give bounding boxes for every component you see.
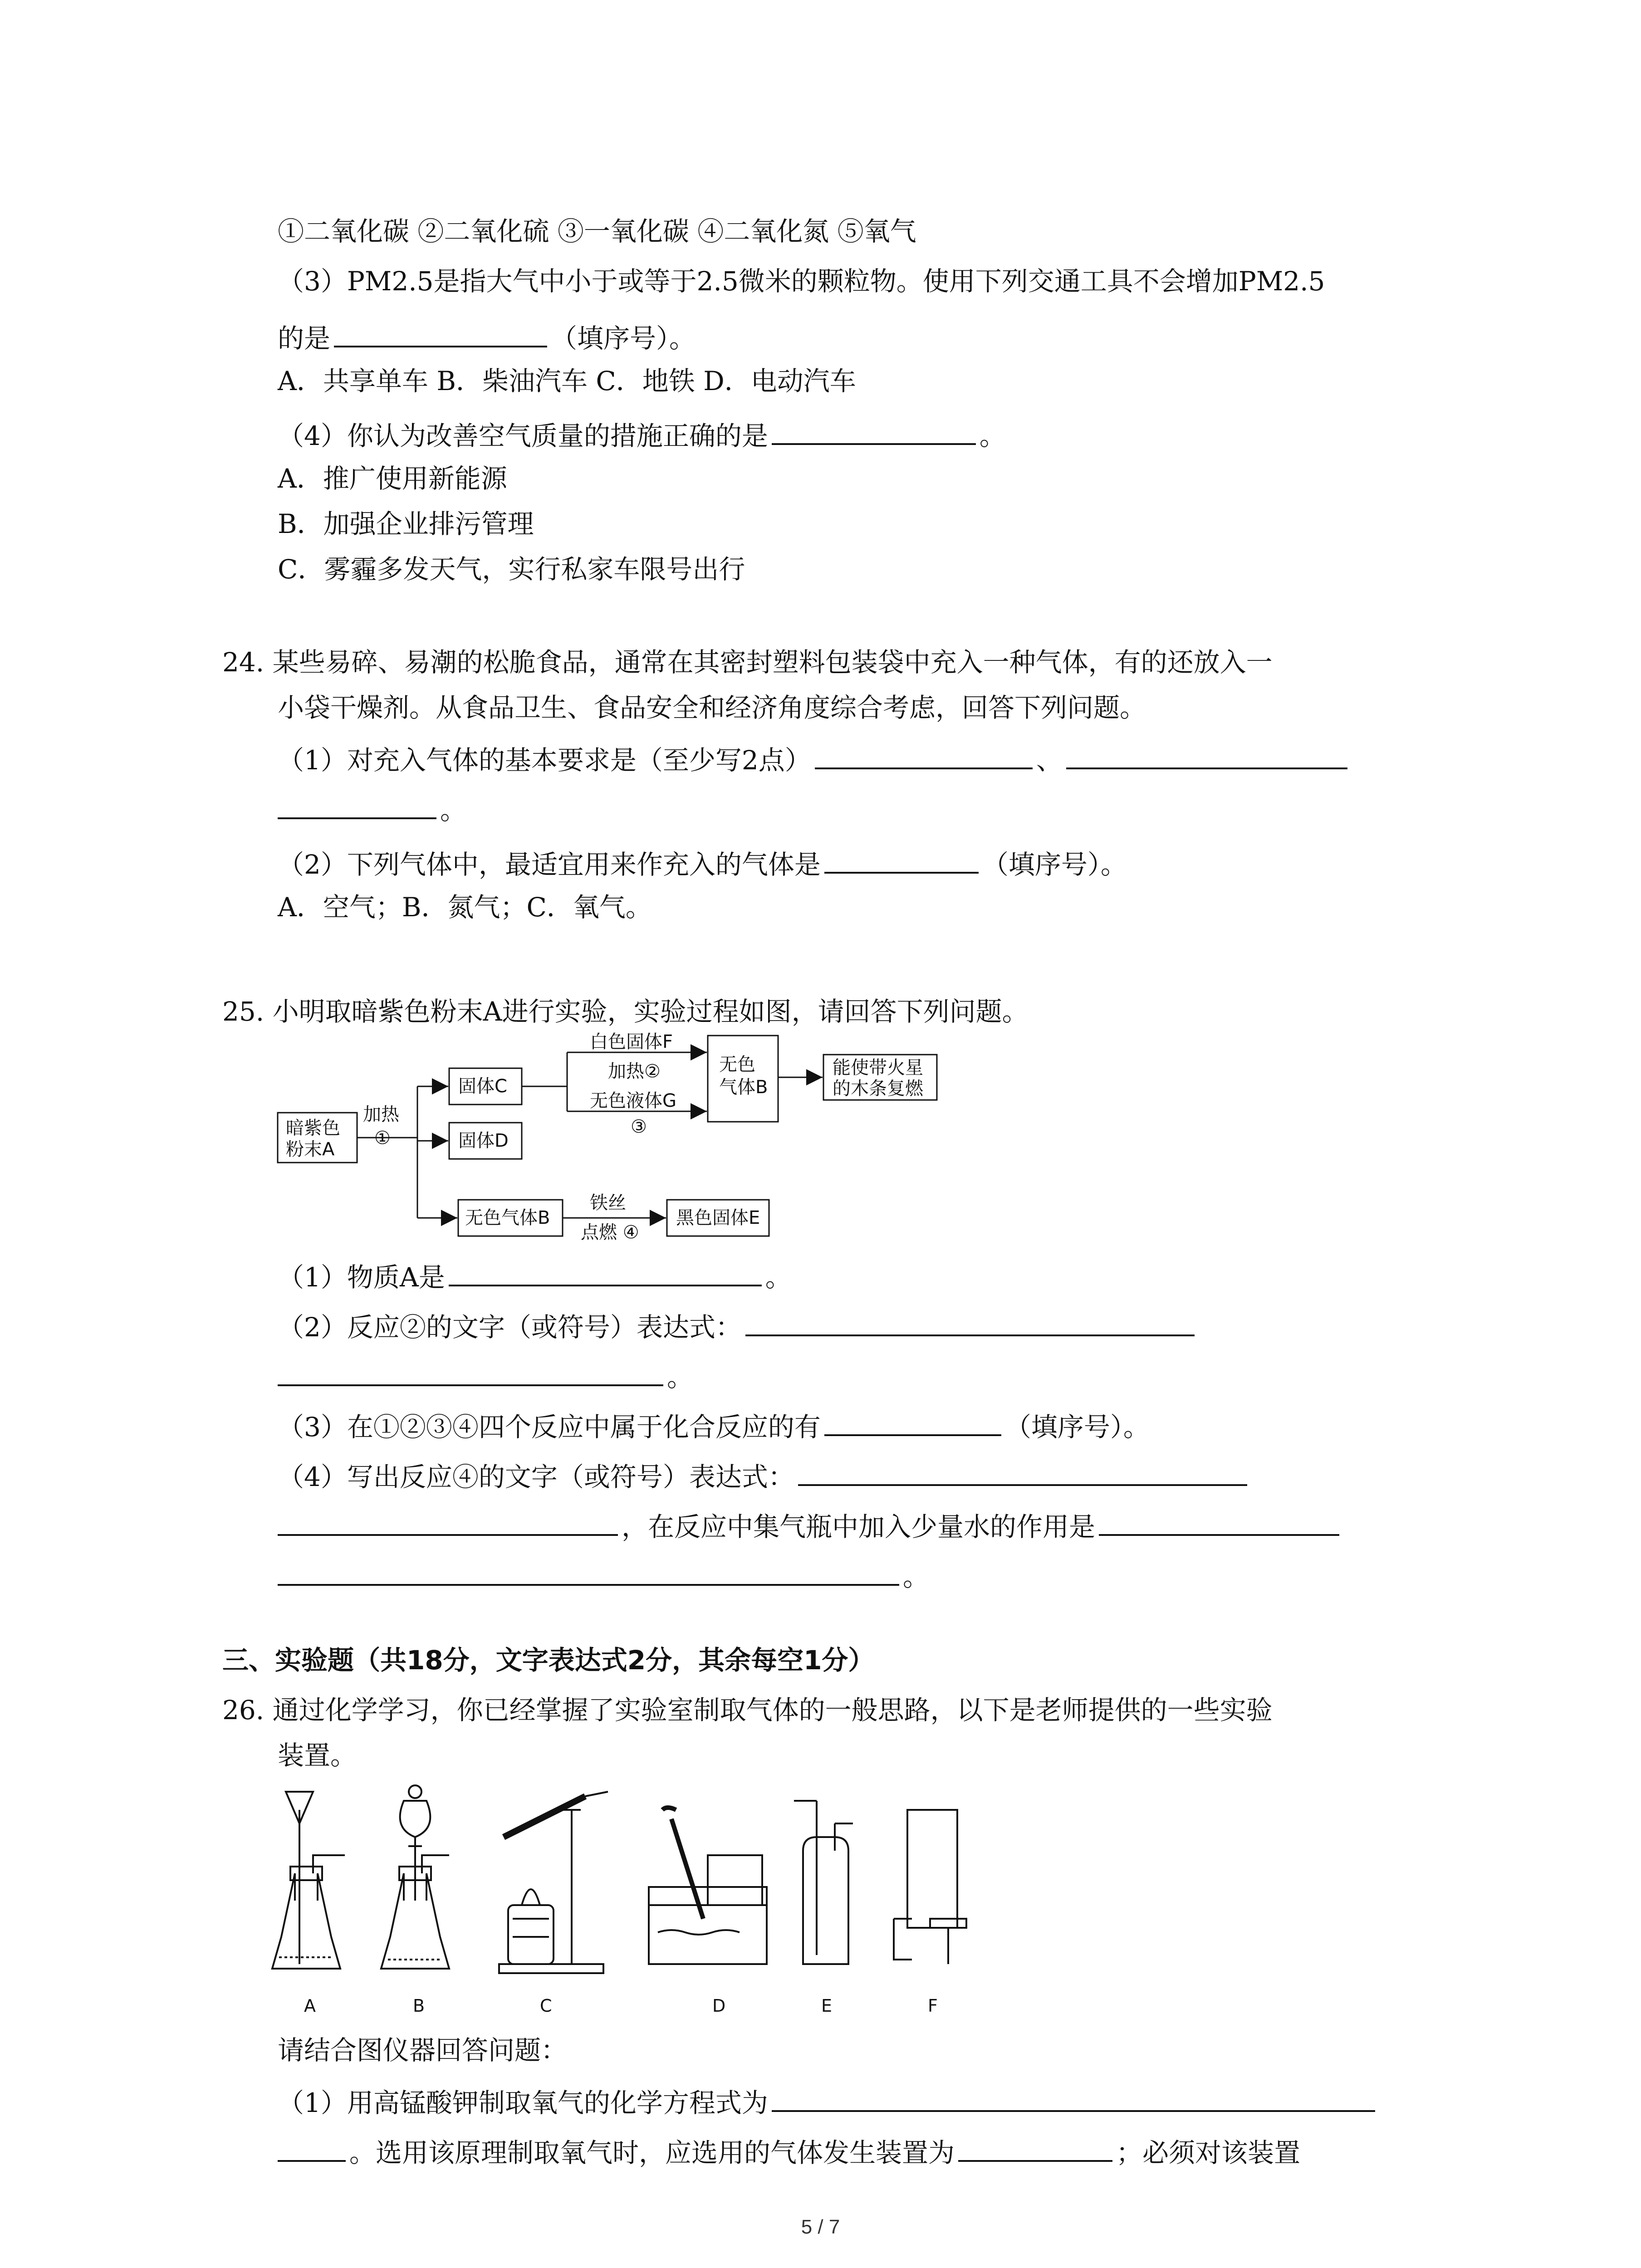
flow-box-b-right-line2: 气体B bbox=[719, 1077, 768, 1098]
q24-part1: （1）对充入气体的基本要求是（至少写2点） 、 bbox=[278, 739, 1351, 778]
page-number: 5 / 7 bbox=[801, 2216, 840, 2238]
q25-part4-end: 。 bbox=[278, 1556, 929, 1595]
q25-part2-continued: 。 bbox=[278, 1356, 693, 1395]
answer-blank[interactable] bbox=[278, 2132, 346, 2162]
answer-blank[interactable] bbox=[278, 1356, 663, 1386]
q23-part3-options: A．共享单车 B．柴油汽车 C．地铁 D．电动汽车 bbox=[278, 366, 856, 396]
apparatus-label-d: D bbox=[712, 1996, 726, 2016]
q24-part2-options: A．空气；B．氮气；C．氧气。 bbox=[278, 892, 652, 923]
answer-blank[interactable] bbox=[798, 1456, 1247, 1486]
q23-options-line: ①二氧化碳 ②二氧化硫 ③一氧化碳 ④二氧化氮 ⑤氧气 bbox=[278, 216, 916, 247]
q25-part2: （2）反应②的文字（或符号）表达式： bbox=[278, 1306, 1198, 1345]
answer-blank[interactable] bbox=[824, 844, 979, 874]
flow-box-a-line2: 粉末A bbox=[286, 1139, 335, 1160]
flow-heat2-label: 加热② bbox=[608, 1061, 661, 1082]
answer-blank[interactable] bbox=[278, 1506, 618, 1536]
apparatus-f-icon bbox=[894, 1810, 966, 1964]
q24-stem-line1: 24. 某些易碎、易潮的松脆食品，通常在其密封塑料包装袋中充入一种气体，有的还放入一 bbox=[222, 647, 1273, 678]
apparatus-d-icon bbox=[649, 1808, 767, 1964]
apparatus-label-f: F bbox=[928, 1996, 938, 2016]
flow-result-line1: 能使带火星 bbox=[833, 1057, 923, 1078]
q23-part3-line2: 的是 （填序号）。 bbox=[278, 318, 696, 357]
q26-part1: （1）用高锰酸钾制取氧气的化学方程式为 bbox=[278, 2082, 1379, 2121]
q23-part4-option-c: C．雾霾多发天气，实行私家车限号出行 bbox=[278, 554, 745, 585]
apparatus-b-icon bbox=[381, 1785, 449, 1969]
answer-blank[interactable] bbox=[1066, 739, 1347, 769]
flow-heat1-number: ① bbox=[374, 1128, 391, 1149]
flow-box-a-line1: 暗紫色 bbox=[286, 1118, 340, 1139]
flow-result-line2: 的木条复燃 bbox=[833, 1078, 923, 1099]
apparatus-label-b: B bbox=[413, 1996, 425, 2016]
answer-blank[interactable] bbox=[772, 2082, 1375, 2112]
flow-ignite-label: 点燃 ④ bbox=[581, 1222, 639, 1243]
flow-box-c: 固体C bbox=[458, 1076, 507, 1097]
q25-part4: （4）写出反应④的文字（或符号）表达式： bbox=[278, 1456, 1251, 1495]
flow-heat1-label: 加热 bbox=[363, 1104, 399, 1125]
q26-stem-line1: 26. 通过化学学习，你已经掌握了实验室制取气体的一般思路，以下是老师提供的一些实验 bbox=[222, 1695, 1273, 1725]
flow-box-b-right-line1: 无色 bbox=[719, 1054, 755, 1075]
answer-blank[interactable] bbox=[824, 1406, 1001, 1436]
q24-stem-line2: 小袋干燥剂。从食品卫生、食品安全和经济角度综合考虑，回答下列问题。 bbox=[278, 692, 1146, 723]
q25-part4-continued: ，在反应中集气瓶中加入少量水的作用是 bbox=[278, 1506, 1343, 1545]
q25-part1: （1）物质A是 。 bbox=[278, 1256, 792, 1295]
flow-white-solid-f: 白色固体F bbox=[590, 1032, 673, 1052]
answer-blank[interactable] bbox=[449, 1256, 762, 1286]
apparatus-label-a: A bbox=[304, 1996, 316, 2016]
q23-part4-option-a: A．推广使用新能源 bbox=[278, 463, 507, 494]
apparatus-label-e: E bbox=[821, 1996, 833, 2016]
answer-blank[interactable] bbox=[334, 318, 547, 347]
answer-blank[interactable] bbox=[958, 2132, 1112, 2162]
apparatus-label-c: C bbox=[540, 1996, 552, 2016]
flow-box-d: 固体D bbox=[458, 1130, 509, 1151]
q25-stem: 25. 小明取暗紫色粉末A进行实验，实验过程如图，请回答下列问题。 bbox=[222, 996, 1029, 1027]
answer-blank[interactable] bbox=[278, 1556, 899, 1586]
apparatus-c-icon bbox=[499, 1792, 608, 1973]
flow-number-3: ③ bbox=[631, 1116, 647, 1137]
q25-flow-diagram bbox=[272, 1032, 971, 1245]
apparatus-a-icon bbox=[272, 1792, 345, 1969]
flow-iron-wire: 铁丝 bbox=[590, 1193, 626, 1213]
q25-part3: （3）在①②③④四个反应中属于化合反应的有 （填序号）。 bbox=[278, 1406, 1150, 1445]
q23-part4-option-b: B．加强企业排污管理 bbox=[278, 508, 534, 539]
flow-liquid-g: 无色液体G bbox=[590, 1090, 676, 1111]
answer-blank[interactable] bbox=[278, 789, 436, 819]
flow-box-b-bottom: 无色气体B bbox=[465, 1207, 550, 1228]
answer-blank[interactable] bbox=[772, 415, 976, 445]
q24-part2: （2）下列气体中，最适宜用来作充入的气体是 （填序号）。 bbox=[278, 844, 1127, 883]
apparatus-e-icon bbox=[794, 1801, 853, 1964]
flow-box-e: 黑色固体E bbox=[676, 1207, 760, 1228]
q24-part1-continued: 。 bbox=[278, 789, 466, 828]
answer-blank[interactable] bbox=[745, 1306, 1195, 1336]
q26-stem-line2: 装置。 bbox=[278, 1740, 357, 1771]
q26-part1-continued: 。选用该原理制取氧气时，应选用的气体发生装置为 ；必须对该装置 bbox=[278, 2132, 1300, 2171]
q23-part4: （4）你认为改善空气质量的措施正确的是 。 bbox=[278, 415, 1006, 454]
answer-blank[interactable] bbox=[1099, 1506, 1339, 1536]
answer-blank[interactable] bbox=[815, 739, 1033, 769]
section-3-heading: 三、实验题（共18分，文字表达式2分，其余每空1分） bbox=[222, 1645, 875, 1676]
q26-apparatus-diagram bbox=[268, 1783, 1039, 2028]
q23-part3-line1: （3）PM2.5是指大气中小于或等于2.5微米的颗粒物。使用下列交通工具不会增加PM2.5 bbox=[278, 266, 1325, 297]
q26-prompt: 请结合图仪器回答问题： bbox=[278, 2035, 568, 2066]
